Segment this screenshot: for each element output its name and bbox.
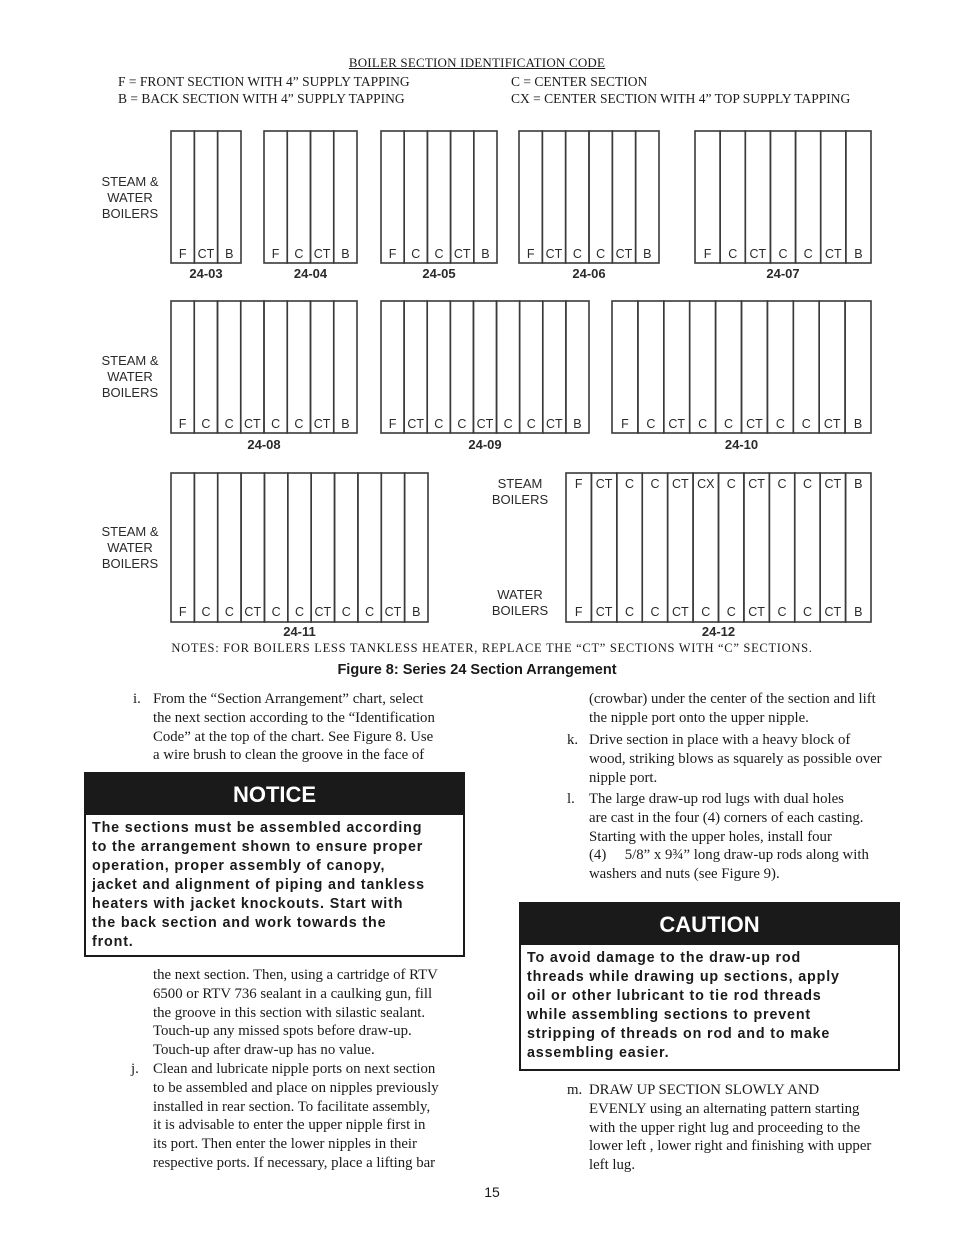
caution-box [519, 902, 900, 1071]
section-code-label: CT [244, 605, 262, 619]
section-code-label: B [854, 605, 863, 619]
notice-title: NOTICE [86, 774, 463, 815]
boiler-section [716, 301, 742, 433]
boiler-section [264, 301, 287, 433]
boiler-section [612, 131, 635, 263]
boiler-section [742, 301, 768, 433]
boiler-section [638, 301, 664, 433]
section-code-label: F [178, 605, 187, 619]
model-number-label: 24-08 [247, 437, 281, 452]
section-code-label: C [201, 417, 211, 431]
step-m-line: DRAW UP SECTION SLOWLY AND [589, 1082, 820, 1098]
section-code-label: B [854, 247, 863, 261]
section-code-label: C [271, 417, 281, 431]
section-code-label: CT [197, 247, 215, 261]
boiler-section [846, 131, 871, 263]
section-code-label: C [726, 605, 736, 619]
step-k-line: wood, striking blows as squarely as possible over [589, 750, 882, 767]
row-label-steam-water: BOILERS [101, 556, 159, 571]
boiler-section [520, 301, 543, 433]
row-label-steam-water: WATER [107, 369, 153, 384]
section-code-label: B [573, 417, 582, 431]
step-i-cont-line: the next section. Then, using a cartridge of RTV [153, 967, 438, 983]
section-code-label: CT [824, 477, 842, 491]
section-code-label: C [294, 605, 305, 619]
figure-caption: Figure 8: Series 24 Section Arrangement [337, 662, 617, 678]
section-code-label: CT [476, 417, 494, 431]
step-i-line: a wire brush to clean the groove in the face of [153, 747, 425, 764]
step-j-cont-line: the nipple port onto the upper nipple. [589, 709, 809, 726]
section-code-label: CT [672, 477, 689, 491]
section-code-label: CT [595, 477, 613, 491]
step-j-label: j. [131, 1061, 139, 1077]
boiler-section [690, 301, 716, 433]
section-code-label: F [574, 477, 583, 491]
section-code-label: F [526, 247, 535, 261]
notice-box [84, 772, 465, 957]
boiler-section [171, 473, 194, 622]
step-j-line: to be assembled and place on nipples previously [153, 1079, 439, 1096]
step-i-line: From the “Section Arrangement” chart, select [153, 691, 424, 707]
step-l-line: washers and nuts (see Figure 9). [589, 866, 780, 883]
step-k-label: k. [567, 732, 579, 748]
step-i-cont-line: the groove in this section with silastic sealant. [153, 1004, 426, 1021]
boiler-section [427, 301, 450, 433]
boiler-section [194, 131, 217, 263]
section-code-label: CT [672, 605, 689, 619]
boiler-section [381, 301, 404, 433]
section-code-label: CT [314, 605, 332, 619]
step-j-cont-line: (crowbar) under the center of the section and lift [589, 691, 876, 707]
boiler-section [693, 473, 718, 622]
boiler-section [218, 301, 241, 433]
section-code-label: C [778, 247, 788, 261]
row-label-water: BOILERS [491, 603, 549, 618]
section-code-label: C [411, 247, 421, 261]
step-l-line: The large draw-up rod lugs with dual holes [589, 791, 844, 807]
boiler-section [819, 301, 845, 433]
boiler-section [566, 131, 589, 263]
section-code-label: C [271, 605, 281, 619]
boiler-section [358, 473, 381, 622]
step-j-continued [589, 690, 909, 728]
section-code-label: CT [595, 605, 613, 619]
section-code-label: F [178, 247, 187, 261]
section-code-label: C [777, 605, 787, 619]
section-code-label: B [643, 247, 652, 261]
section-code-label: C [726, 477, 736, 491]
section-code-label: C [802, 477, 812, 491]
step-i-continued [153, 966, 473, 1060]
boiler-section [793, 301, 819, 433]
section-code-label: CT [453, 247, 471, 261]
boiler-section [767, 301, 793, 433]
boiler-section [636, 131, 659, 263]
boiler-section [451, 131, 474, 263]
step-k-line: nipple port. [589, 769, 658, 786]
boiler-section [796, 131, 821, 263]
step-l-line: Starting with the upper holes, install four [589, 828, 832, 845]
boiler-section [450, 301, 473, 433]
section-code-label: CT [545, 247, 563, 261]
boiler-section [264, 131, 287, 263]
step-i-line: Code” at the top of the chart. See Figure 8. Use [153, 728, 434, 745]
section-code-label: CT [749, 247, 767, 261]
row-label-steam-water: BOILERS [101, 206, 159, 221]
caution-line: To avoid damage to the draw-up rod [527, 950, 802, 966]
caution-title: CAUTION [521, 904, 898, 945]
boiler-section [668, 473, 693, 622]
boiler-section [519, 131, 542, 263]
boiler-section [617, 473, 642, 622]
section-code-label: F [574, 605, 583, 619]
step-m-label: m. [567, 1082, 583, 1098]
boiler-section [589, 131, 612, 263]
section-code-label: CX [697, 477, 715, 491]
row-label-steam: STEAM [497, 476, 543, 491]
section-code-label: F [703, 247, 712, 261]
boiler-section [719, 473, 744, 622]
boiler-section [334, 301, 357, 433]
boiler-section [845, 301, 871, 433]
section-code-label: C [365, 605, 375, 619]
boiler-section [642, 473, 667, 622]
row-label-steam-water: STEAM & [101, 353, 159, 368]
section-code-label: C [803, 247, 813, 261]
legend-center-section: C = CENTER SECTION [511, 74, 648, 89]
boiler-section [769, 473, 794, 622]
section-code-label: C [650, 605, 660, 619]
boiler-section [770, 131, 795, 263]
section-code-label: CT [748, 605, 765, 619]
row-label-steam-water: WATER [107, 540, 153, 555]
step-l-line: are cast in the four (4) corners of each casting. [589, 809, 864, 826]
boiler-section [171, 131, 194, 263]
page-number: 15 [484, 1184, 500, 1200]
row-label-steam-water: STEAM & [101, 524, 159, 539]
model-number-label: 24-03 [189, 266, 223, 281]
boiler-section [566, 473, 591, 622]
section-code-label: CT [824, 605, 842, 619]
section-code-label: B [341, 247, 350, 261]
model-number-label: 24-05 [422, 266, 456, 281]
section-code-label: C [434, 247, 444, 261]
section-code-label: B [853, 417, 863, 431]
caution-line: assembling easier. [527, 1045, 670, 1061]
boiler-section [287, 131, 310, 263]
boiler-section [720, 131, 745, 263]
row-label-steam: BOILERS [491, 492, 549, 507]
section-code-label: C [526, 417, 536, 431]
boiler-section [795, 473, 820, 622]
notice-line: heaters with jacket knockouts. Start with [92, 896, 404, 912]
notice-line: front. [92, 934, 134, 950]
section-code-label: C [224, 417, 234, 431]
section-code-label: C [775, 417, 785, 431]
boiler-section [405, 473, 428, 622]
boiler-section [381, 473, 404, 622]
section-code-label: C [701, 605, 711, 619]
legend-title: BOILER SECTION IDENTIFICATION CODE [348, 55, 606, 70]
section-code-label: B [854, 477, 863, 491]
boiler-section [664, 301, 690, 433]
row-label-steam-water: WATER [107, 190, 153, 205]
section-code-label: CT [823, 417, 841, 431]
boiler-section [334, 131, 357, 263]
section-code-label: C [596, 247, 606, 261]
boiler-section [381, 131, 404, 263]
caution-line: threads while drawing up sections, apply [527, 969, 840, 985]
section-code-label: C [777, 477, 787, 491]
boiler-section [612, 301, 638, 433]
section-code-label: C [724, 417, 734, 431]
legend-front-section: F = FRONT SECTION WITH 4” SUPPLY TAPPING [118, 74, 410, 89]
boiler-section [241, 301, 264, 433]
step-i-cont-line: 6500 or RTV 736 sealant in a caulking gun, fill [153, 985, 433, 1002]
boiler-section [264, 473, 287, 622]
row-label-steam-water: STEAM & [101, 174, 159, 189]
section-code-label: F [178, 417, 187, 431]
boiler-section [820, 473, 845, 622]
step-i-cont-line: Touch-up after draw-up has no value. [153, 1042, 375, 1059]
row-label-steam-water: BOILERS [101, 385, 159, 400]
model-number-label: 24-04 [293, 266, 328, 281]
boiler-section [404, 301, 427, 433]
section-code-label: C [294, 417, 304, 431]
section-code-label: C [201, 605, 211, 619]
section-code-label: B [225, 247, 234, 261]
model-number-label: 24-07 [766, 266, 800, 281]
caution-line: while assembling sections to prevent [527, 1007, 812, 1023]
section-code-label: C [572, 247, 582, 261]
section-code-label: C [650, 477, 660, 491]
model-number-label: 24-11 [283, 624, 316, 639]
boiler-section [427, 131, 450, 263]
section-code-label: B [412, 605, 421, 619]
step-i-label: i. [133, 691, 141, 707]
section-code-label: C [457, 417, 467, 431]
model-number-label: 24-06 [572, 266, 606, 281]
model-number-label: 24-12 [701, 624, 736, 639]
step-m-line: lower left , lower right and finishing with upper [589, 1138, 872, 1155]
boiler-section [542, 131, 565, 263]
section-code-label: B [481, 247, 490, 261]
boiler-section [311, 301, 334, 433]
caution-body [521, 945, 898, 1067]
legend-center-top-section: CX = CENTER SECTION WITH 4” TOP SUPPLY TAPPING [511, 91, 851, 106]
step-l-label: l. [567, 791, 575, 807]
section-code-label: C [224, 605, 234, 619]
notice-line: The sections must be assembled according [92, 820, 423, 836]
section-code-label: B [341, 417, 350, 431]
boiler-section [497, 301, 520, 433]
boiler-section [241, 473, 264, 622]
caution-line: stripping of threads on rod and to make [527, 1026, 831, 1042]
caution-line: oil or other lubricant to tie rod threads [527, 988, 822, 1004]
boiler-section [543, 301, 566, 433]
step-j-line: it is advisable to enter the upper nipple first in [153, 1117, 426, 1134]
boiler-section [404, 131, 427, 263]
boiler-section [474, 131, 497, 263]
boiler-section [288, 473, 311, 622]
section-code-label: C [625, 605, 635, 619]
boiler-section [591, 473, 616, 622]
boiler-section [473, 301, 496, 433]
boiler-section [821, 131, 846, 263]
step-m-line: EVENLY using an alternating pattern starting [589, 1100, 860, 1117]
step-m-line: with the upper right lug and proceeding to the [589, 1119, 861, 1136]
notice-line: jacket and alignment of piping and tankless [92, 877, 425, 893]
boiler-section [695, 131, 720, 263]
boiler-section [745, 131, 770, 263]
notice-body [86, 815, 463, 956]
step-j-line: its port. Then enter the lower nipples in their [153, 1136, 417, 1153]
section-code-label: C [294, 247, 304, 261]
section-code-label: CT [668, 417, 686, 431]
section-code-label: C [698, 417, 708, 431]
notice-line: the back section and work towards the [92, 915, 387, 931]
model-number-label: 24-10 [724, 437, 759, 452]
section-code-label: CT [824, 247, 842, 261]
step-i-line: the next section according to the “Identification [153, 709, 435, 726]
section-code-label: C [802, 605, 812, 619]
section-code-label: F [271, 247, 280, 261]
section-code-label: CT [313, 417, 331, 431]
section-code-label: C [646, 417, 656, 431]
notice-line: to the arrangement shown to ensure proper [92, 839, 424, 855]
boiler-section [311, 473, 334, 622]
row-label-water: WATER [497, 587, 543, 602]
boiler-section [311, 131, 334, 263]
section-code-label: C [801, 417, 811, 431]
section-code-label: C [625, 477, 635, 491]
section-code-label: CT [407, 417, 425, 431]
step-j-line: Clean and lubricate nipple ports on next section [153, 1061, 436, 1077]
boiler-section [566, 301, 589, 433]
section-code-label: F [388, 417, 397, 431]
step-l-line: (4) 5/8” x 9¾” long draw-up rods along with [589, 847, 869, 864]
section-code-label: C [503, 417, 513, 431]
step-k-line: Drive section in place with a heavy block of [589, 732, 851, 748]
step-j-line: installed in rear section. To facilitate assembly, [153, 1098, 431, 1115]
step-m-line: left lug. [589, 1157, 636, 1174]
section-code-label: C [434, 417, 444, 431]
section-code-label: F [621, 417, 629, 431]
boiler-section [171, 301, 194, 433]
section-code-label: CT [748, 477, 765, 491]
boiler-section [194, 473, 217, 622]
step-j-line: respective ports. If necessary, place a lifting bar [153, 1154, 436, 1171]
boiler-section [218, 131, 241, 263]
legend-back-section: B = BACK SECTION WITH 4” SUPPLY TAPPING [118, 91, 405, 106]
section-code-label: CT [384, 605, 402, 619]
boiler-section [218, 473, 241, 622]
boiler-section [335, 473, 358, 622]
section-code-label: C [728, 247, 738, 261]
section-code-label: CT [615, 247, 633, 261]
section-code-label: CT [545, 417, 563, 431]
boiler-section [287, 301, 310, 433]
section-code-label: CT [244, 417, 261, 431]
figure-notes: NOTES: FOR BOILERS LESS TANKLESS HEATER, REPLACE THE “CT” SECTIONS WITH “C” SECTIONS. [171, 641, 813, 655]
section-code-label: C [341, 605, 351, 619]
boiler-section [194, 301, 217, 433]
model-number-label: 24-09 [468, 437, 502, 452]
notice-line: operation, proper assembly of canopy, [92, 858, 386, 874]
boiler-section [846, 473, 871, 622]
section-code-label: F [388, 247, 397, 261]
section-code-label: CT [746, 417, 763, 431]
section-code-label: CT [313, 247, 331, 261]
boiler-section [744, 473, 769, 622]
step-i-cont-line: Touch-up any missed spots before draw-up. [153, 1023, 412, 1040]
